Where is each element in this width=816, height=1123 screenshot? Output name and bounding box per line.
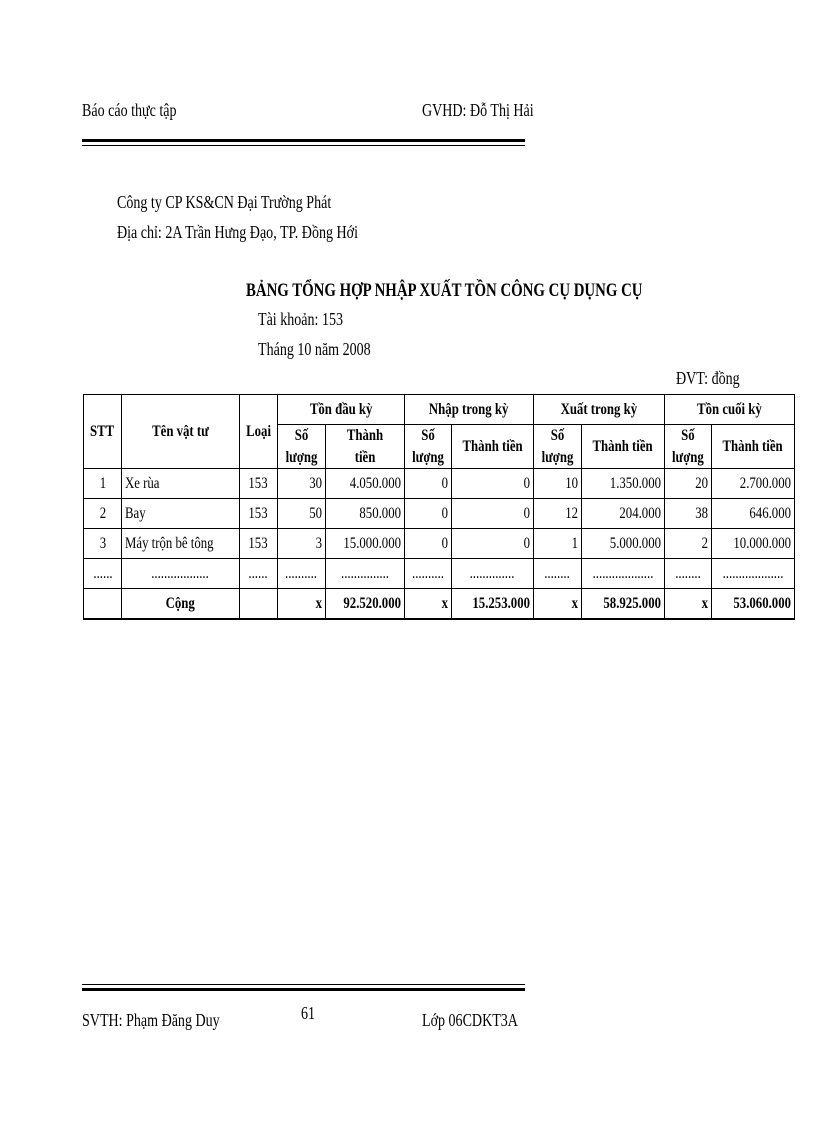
cell-opening-amount: 850.000: [325, 499, 404, 529]
col-header-name: Tên vật tư: [122, 395, 240, 469]
header-row-groups: [84, 395, 795, 425]
col-header-inbound-qty: Số lượng: [404, 425, 451, 469]
col-header-type: Loại: [239, 395, 277, 469]
cell-inbound-amount: 0: [451, 529, 533, 559]
cell-name: Máy trộn bê tông: [122, 529, 240, 559]
report-title-text: BẢNG TỔNG HỢP NHẬP XUẤT TỒN CÔNG CỤ DỤNG CỤ: [246, 280, 643, 301]
cell-outbound-amount: 1.350.000: [581, 469, 664, 499]
cell-outbound-amount: ...................: [581, 559, 664, 589]
total-closing-amount: 53.060.000: [711, 589, 794, 620]
cell-stt: 2: [84, 499, 122, 529]
cell-closing-qty: 2: [664, 529, 711, 559]
col-header-closing-qty: Số lượng: [664, 425, 711, 469]
cell-inbound-amount: ..............: [451, 559, 533, 589]
cell-outbound-qty: ........: [533, 559, 581, 589]
cell-closing-amount: 2.700.000: [711, 469, 794, 499]
report-title: [246, 280, 754, 302]
cell-outbound-amount: 5.000.000: [581, 529, 664, 559]
total-outbound-qty: x: [533, 589, 581, 620]
header-left-text: Báo cáo thực tập: [82, 100, 177, 120]
table-row-ellipsis: [84, 559, 795, 589]
company-name: [117, 192, 392, 213]
company-address: [117, 222, 426, 243]
cell-type: ......: [239, 559, 277, 589]
col-header-outbound-amount: Thành tiền: [581, 425, 664, 469]
cell-inbound-qty: 0: [404, 499, 451, 529]
cell-inbound-qty: 0: [404, 529, 451, 559]
col-header-opening-amount: Thành tiền: [325, 425, 404, 469]
cell-inbound-amount: 0: [451, 499, 533, 529]
cell-inbound-amount: 0: [451, 469, 533, 499]
cell-inbound-qty: 0: [404, 469, 451, 499]
cell-name: Bay: [122, 499, 240, 529]
cell-type: 153: [239, 529, 277, 559]
footer-right: [422, 1010, 545, 1031]
report-account-text: Tài khoản: 153: [258, 309, 344, 329]
cell-closing-amount: ...................: [711, 559, 794, 589]
total-outbound-amount: 58.925.000: [581, 589, 664, 620]
footer-page-number-text: 61: [301, 1003, 316, 1023]
col-header-stt: STT: [84, 395, 122, 469]
table-row: [84, 469, 795, 499]
cell-type: 153: [239, 469, 277, 499]
header-rule-thick: [82, 139, 525, 142]
col-header-closing-amount: Thành tiền: [711, 425, 794, 469]
report-unit-text: ĐVT: đồng: [676, 368, 740, 388]
total-closing-qty: x: [664, 589, 711, 620]
header-left: [82, 100, 203, 121]
cell-opening-amount: ...............: [325, 559, 404, 589]
company-address-text: Địa chỉ: 2A Trần Hưng Đạo, TP. Đồng Hới: [117, 222, 358, 242]
footer-left: [82, 1010, 259, 1031]
summary-table: [83, 394, 795, 620]
group-header-opening: Tồn đầu kỳ: [277, 395, 404, 425]
table-row: [84, 529, 795, 559]
cell-outbound-qty: 1: [533, 529, 581, 559]
footer-left-text: SVTH: Phạm Đăng Duy: [82, 1010, 220, 1030]
footer-rule-thin: [82, 984, 525, 985]
cell-opening-qty: 3: [277, 529, 325, 559]
header-rule-thin: [82, 145, 525, 146]
col-header-outbound-qty: Số lượng: [533, 425, 581, 469]
cell-inbound-qty: ..........: [404, 559, 451, 589]
report-period: [258, 339, 402, 360]
cell-opening-qty: ..........: [277, 559, 325, 589]
total-inbound-qty: x: [404, 589, 451, 620]
cell-opening-qty: 50: [277, 499, 325, 529]
table-row: [84, 499, 795, 529]
cell-closing-amount: 646.000: [711, 499, 794, 529]
total-opening-qty: x: [277, 589, 325, 620]
table-row-total: [84, 589, 795, 620]
company-name-text: Công ty CP KS&CN Đại Trường Phát: [117, 192, 332, 212]
footer-right-text: Lớp 06CDKT3A: [422, 1010, 518, 1030]
report-period-text: Tháng 10 năm 2008: [258, 339, 371, 359]
cell-name: Xe rùa: [122, 469, 240, 499]
cell-type: 153: [239, 499, 277, 529]
cell-closing-qty: 38: [664, 499, 711, 529]
cell-outbound-qty: 10: [533, 469, 581, 499]
total-label: Cộng: [122, 589, 240, 620]
col-header-inbound-amount: Thành tiền: [451, 425, 533, 469]
total-inbound-amount: 15.253.000: [451, 589, 533, 620]
total-type: [239, 589, 277, 620]
group-header-closing: Tồn cuối kỳ: [664, 395, 794, 425]
cell-outbound-amount: 204.000: [581, 499, 664, 529]
cell-closing-qty: ........: [664, 559, 711, 589]
cell-opening-amount: 4.050.000: [325, 469, 404, 499]
cell-closing-qty: 20: [664, 469, 711, 499]
cell-opening-amount: 15.000.000: [325, 529, 404, 559]
total-stt: [84, 589, 122, 620]
report-account: [258, 309, 367, 330]
cell-stt: ......: [84, 559, 122, 589]
total-opening-amount: 92.520.000: [325, 589, 404, 620]
group-header-outbound: Xuất trong kỳ: [533, 395, 664, 425]
footer-page-number: [301, 1003, 319, 1024]
footer-rule-thick: [82, 988, 525, 991]
header-right: [422, 100, 565, 121]
cell-opening-qty: 30: [277, 469, 325, 499]
group-header-inbound: Nhập trong kỳ: [404, 395, 533, 425]
cell-stt: 3: [84, 529, 122, 559]
col-header-opening-qty: Số lượng: [277, 425, 325, 469]
header-right-text: GVHD: Đỗ Thị Hải: [422, 100, 534, 120]
cell-name: ..................: [122, 559, 240, 589]
cell-stt: 1: [84, 469, 122, 499]
report-unit: [676, 368, 758, 389]
cell-outbound-qty: 12: [533, 499, 581, 529]
cell-closing-amount: 10.000.000: [711, 529, 794, 559]
